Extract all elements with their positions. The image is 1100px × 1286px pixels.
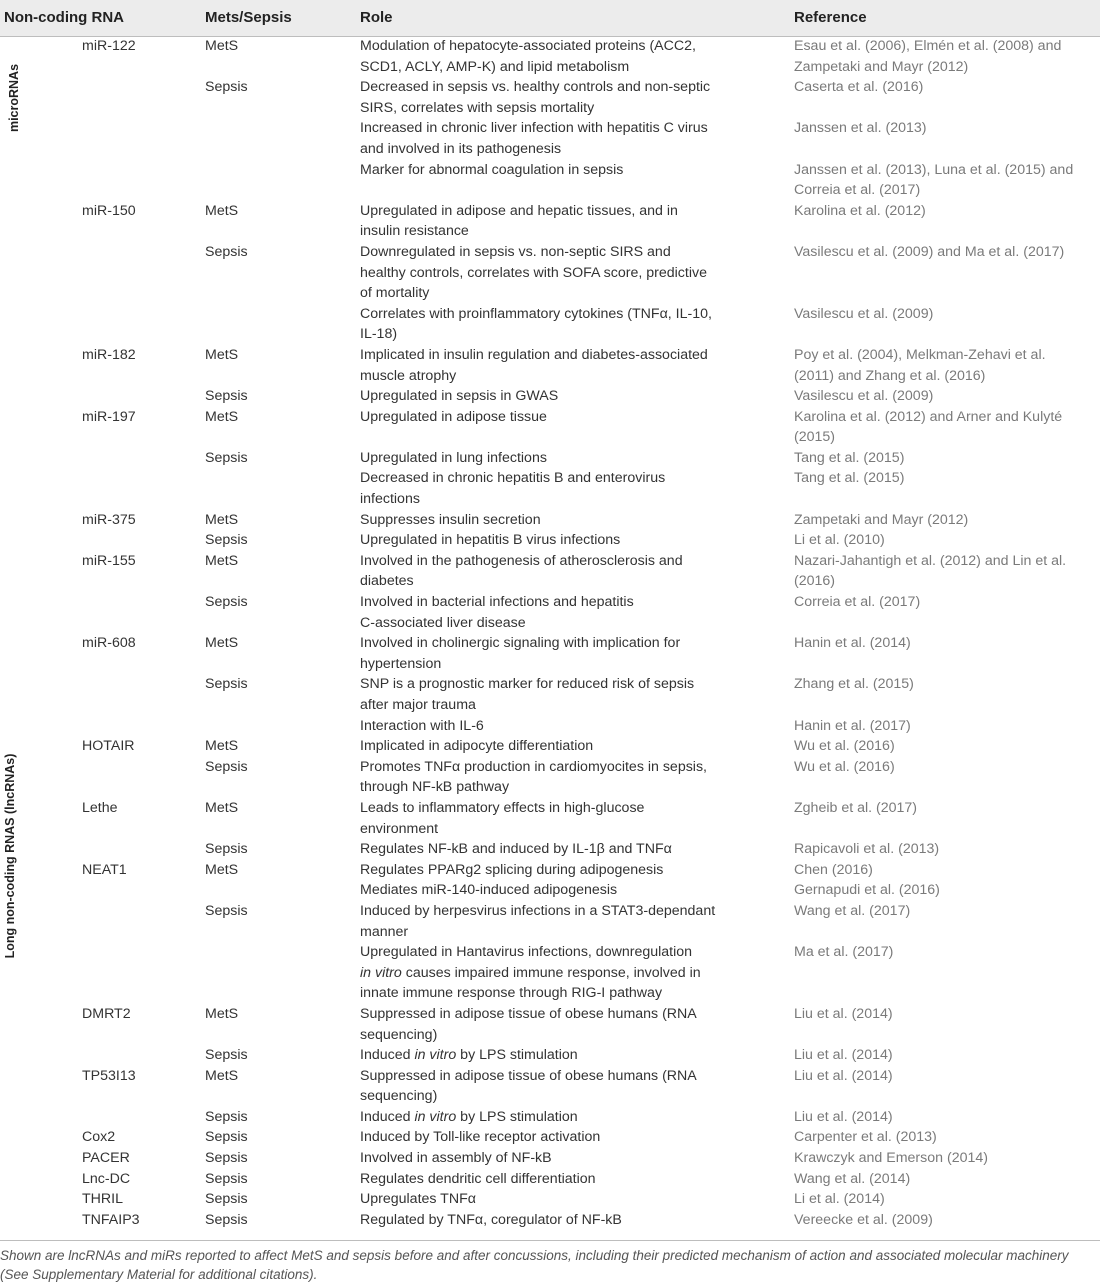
cell-role: Leads to inflammatory effects in high-glucose — [360, 799, 645, 816]
table-row — [0, 1066, 1100, 1087]
table-row — [0, 963, 1100, 984]
table-footnote: Shown are lncRNAs and miRs reported to affect MetS and sepsis before and after concussions, including their predicted mechanism of action and associated molecular machinery (See Supplementary Material for additional citations). — [0, 1248, 1069, 1282]
cell-role: manner — [360, 923, 409, 940]
cell-role: insulin resistance — [360, 223, 469, 240]
cell-role: Upregulated in Hantavirus infections, downregulation — [360, 944, 693, 961]
cell-role: Upregulated in sepsis in GWAS — [360, 388, 559, 405]
table-row — [0, 304, 1100, 325]
table-row — [0, 1148, 1100, 1169]
table-row — [0, 1210, 1100, 1231]
cell-role: Upregulated in hepatitis B virus infections — [360, 532, 621, 549]
cell-condition: MetS — [205, 552, 239, 569]
cell-condition: MetS — [205, 511, 239, 528]
cell-role: healthy controls, correlates with SOFA score, predictive — [360, 264, 707, 281]
cell-reference: (2011) and Zhang et al. (2016) — [794, 367, 986, 384]
cell-role: environment — [360, 820, 439, 837]
table-row — [0, 324, 1100, 345]
table-row — [0, 345, 1100, 366]
cell-condition: Sepsis — [205, 1191, 248, 1208]
cell-condition: MetS — [205, 1067, 239, 1084]
table-row — [0, 633, 1100, 654]
cell-role: Induced by Toll-like receptor activation — [360, 1129, 601, 1146]
header-noncoding-rna: Non-coding RNA — [4, 9, 124, 26]
cell-role: Regulates PPARg2 splicing during adipogenesis — [360, 861, 664, 878]
cell-rna: miR-182 — [82, 346, 136, 363]
table-row — [0, 1189, 1100, 1210]
cell-role: C-associated liver disease — [360, 614, 526, 631]
cell-reference: Ma et al. (2017) — [794, 944, 894, 961]
header-mets-sepsis: Mets/Sepsis — [205, 9, 292, 26]
table-row — [0, 674, 1100, 695]
cell-role: Suppressed in adipose tissue of obese humans (RNA — [360, 1005, 697, 1022]
cell-role: Involved in cholinergic signaling with implication for — [360, 635, 681, 652]
table-row — [0, 839, 1100, 860]
cell-role-text: Induced — [360, 1108, 415, 1125]
table-row — [0, 860, 1100, 881]
cell-role: Marker for abnormal coagulation in sepsis — [360, 161, 624, 178]
group-label-micrornas: microRNAs — [7, 63, 21, 133]
cell-rna: Lnc-DC — [82, 1170, 131, 1187]
cell-role: Involved in assembly of NF-kB — [360, 1150, 552, 1167]
table-row — [0, 386, 1100, 407]
cell-role: of mortality — [360, 285, 430, 302]
cell-condition: Sepsis — [205, 1170, 248, 1187]
cell-role: Decreased in sepsis vs. healthy controls and non-septic — [360, 79, 711, 96]
table-row — [0, 942, 1100, 963]
cell-role — [360, 1107, 578, 1128]
cell-role: Upregulated in adipose and hepatic tissues, and in — [360, 202, 678, 219]
cell-role: Involved in the pathogenesis of atherosclerosis and — [360, 552, 683, 569]
group-label-lncrnas: Long non-coding RNAS (lncRNAs) — [3, 753, 17, 959]
table-header — [0, 0, 1100, 37]
cell-condition: Sepsis — [205, 594, 248, 611]
cell-role: Regulates dendritic cell differentiation — [360, 1170, 596, 1187]
table-row — [0, 983, 1100, 1004]
cell-rna: DMRT2 — [82, 1005, 131, 1022]
cell-role: Suppressed in adipose tissue of obese humans (RNA — [360, 1067, 697, 1084]
cell-condition: MetS — [205, 861, 239, 878]
cell-reference: Tang et al. (2015) — [794, 470, 905, 487]
table-row — [0, 592, 1100, 613]
table-row — [0, 263, 1100, 284]
cell-role: Decreased in chronic hepatitis B and enterovirus — [360, 470, 666, 487]
table-row — [0, 757, 1100, 778]
table-row — [0, 777, 1100, 798]
table-row — [0, 242, 1100, 263]
table-row — [0, 407, 1100, 428]
table-row — [0, 468, 1100, 489]
cell-reference: Krawczyk and Emerson (2014) — [794, 1150, 988, 1167]
cell-role: Downregulated in sepsis vs. non-septic SIRS and — [360, 243, 671, 260]
cell-role: innate immune response through RIG-I pathway — [360, 985, 663, 1002]
cell-role: Induced by herpesvirus infections in a STAT3-dependant — [360, 902, 716, 919]
table-row — [0, 922, 1100, 943]
cell-role: Correlates with proinflammatory cytokines (TNFα, IL-10, — [360, 305, 712, 322]
cell-reference: Wang et al. (2017) — [794, 902, 911, 919]
table-row — [0, 139, 1100, 160]
cell-condition: Sepsis — [205, 388, 248, 405]
cell-condition: Sepsis — [205, 449, 248, 466]
cell-reference: Hanin et al. (2014) — [794, 635, 911, 652]
cell-condition: Sepsis — [205, 676, 248, 693]
cell-role: Upregulates TNFα — [360, 1191, 476, 1208]
cell-role: Implicated in insulin regulation and diabetes-associated — [360, 346, 708, 363]
table-row — [0, 880, 1100, 901]
table-row — [0, 180, 1100, 201]
cell-condition: Sepsis — [205, 79, 248, 96]
cell-rna: Cox2 — [82, 1129, 116, 1146]
cell-rna: PACER — [82, 1150, 130, 1167]
table-row — [0, 695, 1100, 716]
cell-rna: miR-375 — [82, 511, 136, 528]
cell-rna: miR-608 — [82, 635, 136, 652]
table-row — [0, 1127, 1100, 1148]
table-row — [0, 427, 1100, 448]
cell-rna: miR-197 — [82, 408, 136, 425]
cell-role-italic: in vitro — [414, 1108, 457, 1125]
cell-reference: Nazari-Jahantigh et al. (2012) and Lin et al. — [794, 552, 1067, 569]
cell-reference: Liu et al. (2014) — [794, 1108, 893, 1125]
cell-condition: MetS — [205, 738, 239, 755]
cell-role: Regulates NF-kB and induced by IL-1β and TNFα — [360, 841, 672, 858]
cell-reference: Janssen et al. (2013) — [794, 120, 927, 137]
cell-role: IL-18) — [360, 326, 398, 343]
cell-role: infections — [360, 491, 420, 508]
cell-reference: Rapicavoli et al. (2013) — [794, 841, 940, 858]
table-body — [0, 36, 1100, 1230]
cell-role: hypertension — [360, 655, 442, 672]
cell-role-italic: in vitro — [414, 1047, 457, 1064]
cell-reference: Wu et al. (2016) — [794, 758, 895, 775]
table-row — [0, 489, 1100, 510]
cell-reference: Correia et al. (2017) — [794, 182, 921, 199]
cell-role: Mediates miR-140-induced adipogenesis — [360, 882, 618, 899]
table-row — [0, 57, 1100, 78]
cell-rna: TNFAIP3 — [82, 1211, 140, 1228]
cell-role: diabetes — [360, 573, 414, 590]
cell-reference: Vasilescu et al. (2009) — [794, 388, 934, 405]
cell-reference: Tang et al. (2015) — [794, 449, 905, 466]
cell-rna: miR-150 — [82, 202, 136, 219]
table-row — [0, 201, 1100, 222]
table-row — [0, 716, 1100, 737]
cell-condition: MetS — [205, 202, 239, 219]
cell-role: SCD1, ACLY, AMP-K) and lipid metabolism — [360, 58, 630, 75]
table-row — [0, 819, 1100, 840]
cell-condition: MetS — [205, 38, 239, 54]
cell-condition: MetS — [205, 1005, 239, 1022]
table-row — [0, 98, 1100, 119]
header-role: Role — [360, 9, 393, 26]
cell-reference: Poy et al. (2004), Melkman-Zehavi et al. — [794, 346, 1046, 363]
cell-role: SIRS, correlates with sepsis mortality — [360, 99, 595, 116]
cell-role: Upregulated in adipose tissue — [360, 408, 547, 425]
table-row — [0, 1025, 1100, 1046]
cell-condition: Sepsis — [205, 902, 248, 919]
cell-condition: Sepsis — [205, 1047, 248, 1064]
cell-reference: Zampetaki and Mayr (2012) — [794, 511, 969, 528]
table-row — [0, 1169, 1100, 1190]
table-row — [0, 510, 1100, 531]
table-row — [0, 448, 1100, 469]
cell-role: Suppresses insulin secretion — [360, 511, 541, 528]
cell-reference: Liu et al. (2014) — [794, 1047, 893, 1064]
cell-role — [360, 963, 701, 984]
cell-role: SNP is a prognostic marker for reduced risk of sepsis — [360, 676, 695, 693]
table-row — [0, 571, 1100, 592]
cell-role-text: causes impaired immune response, involved in — [401, 964, 701, 981]
table-row — [0, 736, 1100, 757]
table-row — [0, 283, 1100, 304]
table-row — [0, 366, 1100, 387]
cell-role-text: by LPS stimulation — [456, 1108, 578, 1125]
cell-reference: Janssen et al. (2013), Luna et al. (2015) and — [794, 161, 1074, 178]
cell-reference: Gernapudi et al. (2016) — [794, 882, 940, 899]
cell-rna: THRIL — [82, 1191, 123, 1208]
table-row — [0, 1086, 1100, 1107]
table-row — [0, 1045, 1100, 1066]
cell-role: after major trauma — [360, 697, 476, 713]
table-bottom-rule — [0, 1240, 1100, 1241]
cell-reference: Carpenter et al. (2013) — [794, 1129, 937, 1146]
table-row — [0, 1004, 1100, 1025]
cell-condition: Sepsis — [205, 841, 248, 858]
table-row — [0, 160, 1100, 181]
cell-reference: Hanin et al. (2017) — [794, 717, 911, 734]
cell-role: Interaction with IL-6 — [360, 717, 484, 734]
table-row — [0, 1107, 1100, 1128]
cell-reference: (2015) — [794, 429, 836, 446]
cell-condition: Sepsis — [205, 1150, 248, 1167]
cell-rna: miR-155 — [82, 552, 136, 569]
cell-reference: Wu et al. (2016) — [794, 738, 895, 755]
cell-reference: (2016) — [794, 573, 836, 590]
table-row — [0, 901, 1100, 922]
cell-role: Upregulated in lung infections — [360, 449, 547, 466]
cell-reference: Wang et al. (2014) — [794, 1170, 911, 1187]
cell-role: through NF-kB pathway — [360, 779, 510, 796]
cell-role-text: by LPS stimulation — [456, 1047, 578, 1064]
cell-condition: MetS — [205, 408, 239, 425]
cell-role: Increased in chronic liver infection with hepatitis C virus — [360, 120, 708, 137]
cell-reference: Zgheib et al. (2017) — [794, 799, 918, 816]
cell-rna: NEAT1 — [82, 861, 127, 878]
cell-role: Promotes TNFα production in cardiomyocites in sepsis, — [360, 758, 707, 775]
table-row — [0, 654, 1100, 675]
cell-role: Implicated in adipocyte differentiation — [360, 738, 594, 755]
cell-role: sequencing) — [360, 1026, 438, 1043]
cell-condition: MetS — [205, 635, 239, 652]
table-row — [0, 613, 1100, 634]
table-row — [0, 551, 1100, 572]
cell-reference: Caserta et al. (2016) — [794, 79, 924, 96]
table-row — [0, 77, 1100, 98]
table-row — [0, 221, 1100, 242]
cell-rna: TP53I13 — [82, 1067, 136, 1084]
cell-role — [360, 1045, 578, 1066]
table-row — [0, 36, 1100, 57]
table-row — [0, 530, 1100, 551]
cell-rna: HOTAIR — [82, 738, 135, 755]
cell-reference: Correia et al. (2017) — [794, 594, 921, 611]
cell-role: muscle atrophy — [360, 367, 457, 384]
cell-condition: MetS — [205, 799, 239, 816]
cell-reference: Karolina et al. (2012) — [794, 202, 926, 219]
cell-condition: Sepsis — [205, 243, 248, 260]
cell-condition: Sepsis — [205, 1211, 248, 1228]
cell-role: and involved in its pathogenesis — [360, 140, 562, 157]
cell-condition: Sepsis — [205, 1129, 248, 1146]
header-reference: Reference — [794, 9, 867, 26]
cell-condition: Sepsis — [205, 1108, 248, 1125]
cell-reference: Chen (2016) — [794, 861, 873, 878]
cell-reference: Zampetaki and Mayr (2012) — [794, 58, 969, 75]
cell-rna: Lethe — [82, 799, 118, 816]
cell-role: Regulated by TNFα, coregulator of NF-kB — [360, 1211, 622, 1228]
cell-role-italic: in vitro — [360, 964, 402, 981]
cell-reference: Vasilescu et al. (2009) and Ma et al. (2017) — [794, 243, 1065, 260]
cell-role-text: Induced — [360, 1047, 415, 1064]
cell-condition: Sepsis — [205, 532, 248, 549]
cell-reference: Liu et al. (2014) — [794, 1005, 893, 1022]
cell-role: Involved in bacterial infections and hepatitis — [360, 594, 634, 611]
cell-reference: Esau et al. (2006), Elmén et al. (2008) and — [794, 38, 1062, 54]
cell-reference: Karolina et al. (2012) and Arner and Kulyté — [794, 408, 1063, 425]
cell-role: sequencing) — [360, 1088, 438, 1105]
cell-role: Modulation of hepatocyte-associated proteins (ACC2, — [360, 38, 696, 54]
cell-rna: miR-122 — [82, 38, 136, 54]
table-row — [0, 118, 1100, 139]
cell-condition: Sepsis — [205, 758, 248, 775]
cell-condition: MetS — [205, 346, 239, 363]
cell-reference: Vereecke et al. (2009) — [794, 1211, 933, 1228]
cell-reference: Zhang et al. (2015) — [794, 676, 914, 693]
cell-reference: Liu et al. (2014) — [794, 1067, 893, 1084]
cell-reference: Li et al. (2010) — [794, 532, 885, 549]
table-row — [0, 798, 1100, 819]
cell-reference: Li et al. (2014) — [794, 1191, 885, 1208]
cell-reference: Vasilescu et al. (2009) — [794, 305, 934, 322]
